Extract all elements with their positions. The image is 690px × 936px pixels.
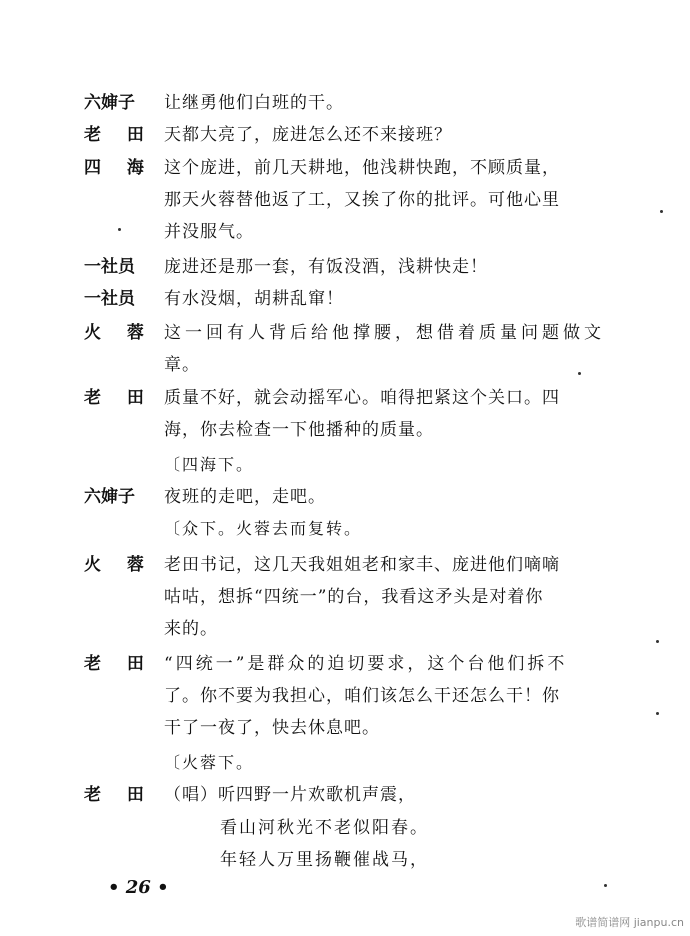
- verse-line: [0, 811, 690, 845]
- speaker-name: 火 蓉: [84, 555, 154, 575]
- dialogue-text: 海，你去检查一下他播种的质量。: [164, 420, 434, 440]
- speaker-name: 老 田: [84, 125, 154, 145]
- speaker-name: 一社员: [84, 289, 135, 309]
- dialogue-line: [0, 548, 690, 582]
- speaker-name: 一社员: [84, 257, 135, 277]
- scan-speck: [656, 640, 659, 643]
- stage-direction: [0, 746, 690, 780]
- speaker-name: 六婶子: [84, 487, 135, 507]
- scan-speck: [604, 884, 607, 887]
- dialogue-text: 有水没烟，胡耕乱窜！: [164, 289, 344, 309]
- dialogue-text: 并没服气。: [164, 222, 254, 242]
- stage-direction-text: 〔四海下。: [164, 455, 255, 474]
- dialogue-line: [0, 647, 690, 681]
- dialogue-text: 来的。: [164, 619, 218, 639]
- dialogue-line: [0, 86, 690, 120]
- speaker-name: 老 田: [84, 388, 154, 408]
- dialogue-text: 了。你不要为我担心，咱们该怎么干还怎么干！你: [164, 686, 560, 706]
- dialogue-line: [0, 580, 690, 614]
- dialogue-line: [0, 612, 690, 646]
- dialogue-line: [0, 183, 690, 217]
- speaker-name: 六婶子: [84, 93, 135, 113]
- stage-direction-text: 〔火蓉下。: [164, 753, 255, 772]
- dialogue-text: 章。: [164, 355, 200, 375]
- dialogue-text: 让继勇他们白班的干。: [164, 93, 344, 113]
- watermark-text: 歌谱简谱网 jianpu.cn: [575, 916, 684, 929]
- stage-direction: [0, 448, 690, 482]
- scan-speck: [660, 210, 663, 213]
- page-number: • 26 •: [108, 877, 169, 898]
- scan-speck: [118, 228, 121, 231]
- speaker-name: 火 蓉: [84, 323, 154, 343]
- dialogue-line: [0, 151, 690, 185]
- dialogue-line: [0, 711, 690, 745]
- verse-text: 看山河秋光不老似阳春。: [220, 818, 429, 838]
- dialogue-text: 天都大亮了，庞进怎么还不来接班？: [164, 125, 452, 145]
- dialogue-line: [0, 778, 690, 812]
- dialogue-text: （唱）听四野一片欢歌机声震，: [164, 785, 416, 805]
- dialogue-line: [0, 381, 690, 415]
- verse-line: [0, 843, 690, 877]
- dialogue-line: [0, 215, 690, 249]
- dialogue-text: 这个庞进，前几天耕地，他浅耕快跑，不顾质量，: [164, 158, 560, 178]
- dialogue-text: 老田书记，这几天我姐姐老和家丰、庞进他们嘀嘀: [164, 555, 560, 575]
- speaker-name: 老 田: [84, 785, 154, 805]
- dialogue-line: [0, 282, 690, 316]
- dialogue-line: [0, 316, 690, 350]
- dialogue-text: 质量不好，就会动摇军心。咱得把紧这个关口。四: [164, 388, 560, 408]
- scan-speck: [656, 712, 659, 715]
- dialogue-line: [0, 250, 690, 284]
- dialogue-line: [0, 480, 690, 514]
- speaker-name: 四 海: [84, 158, 154, 178]
- dialogue-text: “四统一”是群众的迫切要求，这个台他们拆不: [164, 654, 568, 674]
- verse-text: 年轻人万里扬鞭催战马，: [220, 850, 429, 870]
- stage-direction: [0, 512, 690, 546]
- dialogue-text: 庞进还是那一套，有饭没酒，浅耕快走！: [164, 257, 488, 277]
- dialogue-text: 咕咕，想拆“四统一”的台，我看这矛头是对着你: [164, 587, 544, 607]
- stage-direction-text: 〔众下。火蓉去而复转。: [164, 519, 363, 538]
- dialogue-line: [0, 348, 690, 382]
- dialogue-text: 夜班的走吧，走吧。: [164, 487, 326, 507]
- speaker-name: 老 田: [84, 654, 154, 674]
- dialogue-text: 这一回有人背后给他撑腰，想借着质量问题做文: [164, 323, 605, 343]
- scan-speck: [578, 372, 581, 375]
- dialogue-text: 干了一夜了，快去休息吧。: [164, 718, 380, 738]
- dialogue-line: [0, 118, 690, 152]
- dialogue-text: 那天火蓉替他返了工，又挨了你的批评。可他心里: [164, 190, 560, 210]
- dialogue-line: [0, 413, 690, 447]
- dialogue-line: [0, 679, 690, 713]
